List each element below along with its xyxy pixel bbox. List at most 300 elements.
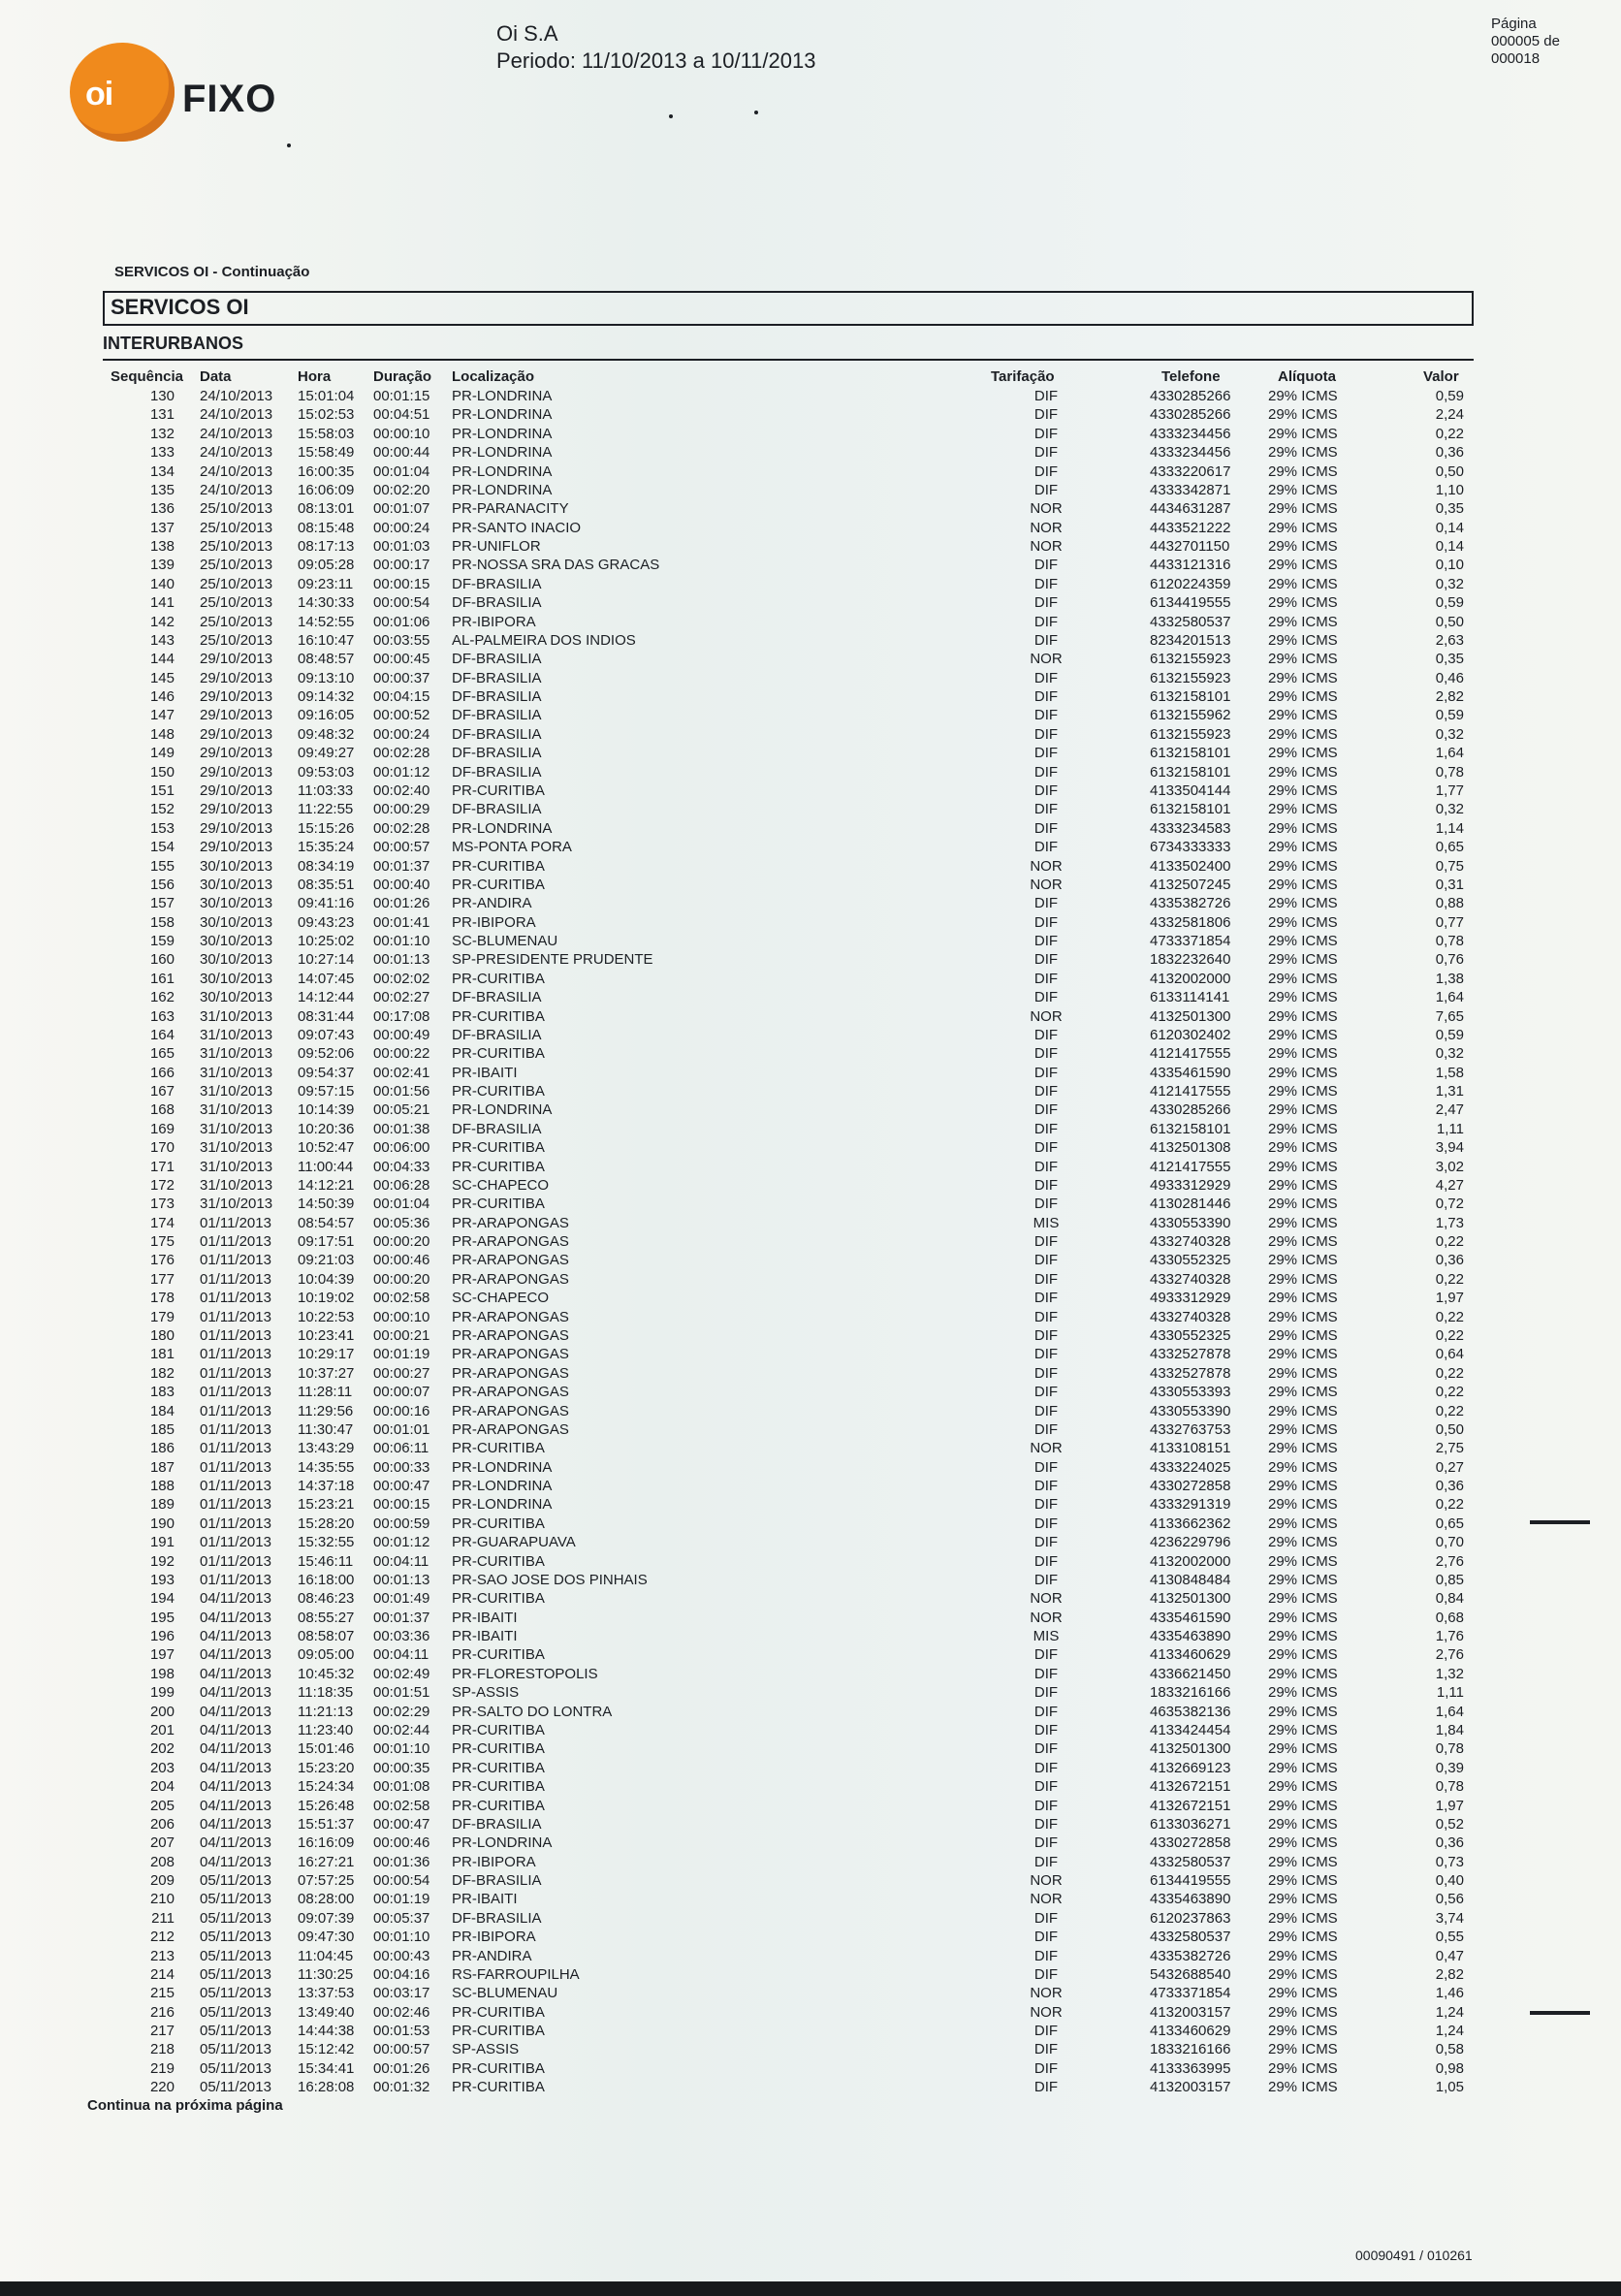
row-location: PR-LONDRINA	[452, 1101, 553, 1119]
row-date: 04/11/2013	[200, 1721, 271, 1738]
table-row	[0, 1948, 1621, 1966]
row-duration: 00:02:58	[373, 1797, 430, 1814]
row-rate: 29% ICMS	[1268, 1083, 1338, 1100]
margin-mark	[1530, 2011, 1590, 2015]
row-tariff: DIF	[1033, 575, 1059, 592]
row-value: 1,64	[1435, 745, 1464, 762]
row-tariff: DIF	[1033, 1929, 1059, 1946]
table-row	[0, 1440, 1621, 1458]
row-tariff: DIF	[1033, 1327, 1059, 1344]
row-seq: 185	[149, 1420, 175, 1438]
row-phone: 4333234456	[1150, 444, 1231, 462]
row-location: SP-PRESIDENTE PRUDENTE	[452, 951, 653, 969]
row-seq: 192	[149, 1552, 175, 1570]
row-time: 09:48:32	[298, 725, 355, 743]
row-time: 10:20:36	[298, 1120, 355, 1137]
row-seq: 150	[149, 763, 175, 781]
row-phone: 4330285266	[1150, 406, 1231, 424]
row-phone: 4132002000	[1150, 970, 1231, 987]
row-location: PR-CURITIBA	[452, 1797, 545, 1814]
row-location: DF-BRASILIA	[452, 989, 542, 1006]
table-row	[0, 820, 1621, 839]
row-location: PR-ANDIRA	[452, 895, 532, 912]
table-row	[0, 1496, 1621, 1515]
row-tariff: DIF	[1033, 1947, 1059, 1964]
row-rate: 29% ICMS	[1268, 1853, 1338, 1870]
row-phone: 4132501300	[1150, 1590, 1231, 1608]
row-value: 1,05	[1435, 2079, 1464, 2096]
row-location: AL-PALMEIRA DOS INDIOS	[452, 631, 636, 649]
row-rate: 29% ICMS	[1268, 763, 1338, 781]
row-duration: 00:06:00	[373, 1139, 430, 1157]
table-row	[0, 1139, 1621, 1158]
row-seq: 172	[149, 1176, 175, 1194]
row-time: 10:14:39	[298, 1101, 355, 1119]
row-rate: 29% ICMS	[1268, 1965, 1338, 1983]
row-date: 24/10/2013	[200, 406, 273, 424]
row-location: PR-CURITIBA	[452, 1007, 545, 1025]
header-rule	[103, 359, 1474, 361]
row-seq: 159	[149, 933, 175, 950]
row-time: 08:31:44	[298, 1007, 355, 1025]
row-time: 15:28:20	[298, 1515, 355, 1532]
row-location: PR-CURITIBA	[452, 1740, 545, 1758]
row-date: 05/11/2013	[200, 2079, 271, 2096]
row-tariff: DIF	[1033, 669, 1059, 686]
row-phone: 4335382726	[1150, 1947, 1231, 1964]
row-location: PR-LONDRINA	[452, 819, 553, 837]
row-location: PR-IBAITI	[452, 1891, 518, 1908]
table-row	[0, 1515, 1621, 1534]
row-duration: 00:02:27	[373, 989, 430, 1006]
row-value: 1,73	[1435, 1214, 1464, 1231]
row-seq: 149	[149, 745, 175, 762]
row-phone: 4121417555	[1150, 1083, 1231, 1100]
row-location: PR-CURITIBA	[452, 1759, 545, 1776]
row-tariff: DIF	[1033, 1703, 1059, 1720]
row-tariff: DIF	[1033, 462, 1059, 480]
row-date: 29/10/2013	[200, 745, 273, 762]
row-phone: 4330553390	[1150, 1214, 1231, 1231]
row-tariff: DIF	[1033, 557, 1059, 574]
row-value: 0,36	[1435, 1478, 1464, 1495]
row-phone: 1833216166	[1150, 2041, 1231, 2058]
row-rate: 29% ICMS	[1268, 519, 1338, 536]
row-location: DF-BRASILIA	[452, 1872, 542, 1890]
row-location: DF-BRASILIA	[452, 575, 542, 592]
row-value: 1,38	[1435, 970, 1464, 987]
row-date: 25/10/2013	[200, 557, 273, 574]
table-row	[0, 782, 1621, 801]
row-phone: 4133502400	[1150, 857, 1231, 875]
row-phone: 4133108151	[1150, 1440, 1231, 1457]
row-value: 0,52	[1435, 1815, 1464, 1833]
row-location: SC-CHAPECO	[452, 1290, 550, 1307]
row-date: 24/10/2013	[200, 462, 273, 480]
row-time: 11:21:13	[298, 1703, 354, 1720]
row-duration: 00:00:57	[373, 2041, 430, 2058]
row-seq: 144	[149, 651, 175, 668]
row-rate: 29% ICMS	[1268, 406, 1338, 424]
row-date: 05/11/2013	[200, 2023, 271, 2040]
row-time: 13:49:40	[298, 2003, 355, 2021]
table-row	[0, 1065, 1621, 1083]
row-tariff: DIF	[1033, 1646, 1059, 1664]
scan-edge	[0, 2281, 1621, 2296]
row-rate: 29% ICMS	[1268, 857, 1338, 875]
row-tariff: DIF	[1033, 1815, 1059, 1833]
row-rate: 29% ICMS	[1268, 688, 1338, 706]
row-location: SP-ASSIS	[452, 2041, 520, 2058]
col-header-location: Localização	[452, 368, 535, 385]
row-date: 30/10/2013	[200, 970, 273, 987]
row-location: DF-BRASILIA	[452, 801, 542, 818]
row-seq: 205	[149, 1797, 175, 1814]
row-value: 1,97	[1435, 1290, 1464, 1307]
row-location: PR-LONDRINA	[452, 462, 553, 480]
row-time: 15:01:46	[298, 1740, 355, 1758]
continuation-note: Continua na próxima página	[87, 2097, 283, 2114]
row-phone: 6132158101	[1150, 745, 1231, 762]
row-time: 13:43:29	[298, 1440, 355, 1457]
row-value: 0,14	[1435, 538, 1464, 556]
row-seq: 135	[149, 481, 175, 498]
row-duration: 00:01:04	[373, 462, 430, 480]
row-value: 0,22	[1435, 1308, 1464, 1325]
row-rate: 29% ICMS	[1268, 913, 1338, 931]
row-date: 04/11/2013	[200, 1740, 271, 1758]
row-phone: 4432701150	[1150, 538, 1230, 556]
row-rate: 29% ICMS	[1268, 1590, 1338, 1608]
row-rate: 29% ICMS	[1268, 594, 1338, 612]
row-location: PR-CURITIBA	[452, 1721, 545, 1738]
row-seq: 184	[149, 1402, 175, 1419]
row-phone: 6132158101	[1150, 1120, 1231, 1137]
row-location: PR-CURITIBA	[452, 781, 545, 799]
row-phone: 4132672151	[1150, 1778, 1231, 1796]
row-phone: 4330552325	[1150, 1252, 1231, 1269]
row-duration: 00:02:46	[373, 2003, 430, 2021]
table-row	[0, 1045, 1621, 1064]
row-value: 3,94	[1435, 1139, 1464, 1157]
row-duration: 00:00:52	[373, 707, 430, 724]
row-duration: 00:00:47	[373, 1815, 430, 1833]
table-row	[0, 1834, 1621, 1853]
row-duration: 00:01:08	[373, 1778, 430, 1796]
row-date: 01/11/2013	[200, 1327, 271, 1344]
table-row	[0, 1798, 1621, 1816]
row-duration: 00:00:21	[373, 1327, 430, 1344]
row-date: 31/10/2013	[200, 1120, 273, 1137]
table-row	[0, 1346, 1621, 1364]
row-location: MS-PONTA PORA	[452, 839, 572, 856]
row-date: 31/10/2013	[200, 1139, 273, 1157]
row-duration: 00:00:07	[373, 1384, 430, 1401]
row-phone: 4330285266	[1150, 388, 1231, 404]
row-rate: 29% ICMS	[1268, 1684, 1338, 1702]
row-location: SC-BLUMENAU	[452, 1985, 558, 2002]
row-seq: 217	[149, 2023, 175, 2040]
row-value: 0,35	[1435, 500, 1464, 518]
row-time: 16:16:09	[298, 1834, 355, 1852]
table-row	[0, 1290, 1621, 1308]
row-seq: 181	[149, 1346, 175, 1363]
row-time: 11:03:33	[298, 781, 354, 799]
row-date: 29/10/2013	[200, 781, 273, 799]
row-duration: 00:00:20	[373, 1270, 430, 1288]
row-time: 07:57:25	[298, 1872, 355, 1890]
row-seq: 213	[149, 1947, 175, 1964]
row-phone: 4335463890	[1150, 1628, 1231, 1645]
row-rate: 29% ICMS	[1268, 1496, 1338, 1514]
row-phone: 4333342871	[1150, 481, 1231, 498]
row-duration: 00:00:37	[373, 669, 430, 686]
row-location: PR-ARAPONGAS	[452, 1252, 569, 1269]
row-seq: 180	[149, 1327, 175, 1344]
row-duration: 00:01:10	[373, 1929, 430, 1946]
row-date: 04/11/2013	[200, 1646, 271, 1664]
row-phone: 4132672151	[1150, 1797, 1231, 1814]
row-time: 15:01:04	[298, 388, 355, 404]
row-time: 08:35:51	[298, 876, 355, 893]
table-row	[0, 1233, 1621, 1252]
row-time: 15:23:21	[298, 1496, 355, 1514]
row-duration: 00:01:04	[373, 1196, 430, 1213]
row-location: PR-ARAPONGAS	[452, 1308, 569, 1325]
row-seq: 204	[149, 1778, 175, 1796]
row-location: PR-LONDRINA	[452, 1478, 553, 1495]
row-seq: 140	[149, 575, 175, 592]
row-duration: 00:17:08	[373, 1007, 430, 1025]
table-row	[0, 1083, 1621, 1101]
row-phone: 4335463890	[1150, 1891, 1231, 1908]
table-row	[0, 632, 1621, 651]
table-row	[0, 444, 1621, 462]
row-rate: 29% ICMS	[1268, 2079, 1338, 2096]
row-time: 09:54:37	[298, 1064, 355, 1081]
row-location: DF-BRASILIA	[452, 763, 542, 781]
row-date: 24/10/2013	[200, 444, 273, 462]
row-duration: 00:00:54	[373, 1872, 430, 1890]
row-rate: 29% ICMS	[1268, 557, 1338, 574]
row-location: DF-BRASILIA	[452, 688, 542, 706]
row-date: 25/10/2013	[200, 519, 273, 536]
row-rate: 29% ICMS	[1268, 1101, 1338, 1119]
row-location: PR-CURITIBA	[452, 1646, 545, 1664]
row-phone: 4130281446	[1150, 1196, 1231, 1213]
table-row	[0, 2041, 1621, 2059]
row-value: 2,75	[1435, 1440, 1464, 1457]
row-value: 1,46	[1435, 1985, 1464, 2002]
row-tariff: DIF	[1033, 895, 1059, 912]
row-date: 05/11/2013	[200, 1947, 271, 1964]
row-time: 15:02:53	[298, 406, 355, 424]
row-date: 05/11/2013	[200, 2003, 271, 2021]
row-duration: 00:06:28	[373, 1176, 430, 1194]
row-date: 05/11/2013	[200, 2041, 271, 2058]
row-time: 08:17:13	[298, 538, 355, 556]
row-value: 0,78	[1435, 1778, 1464, 1796]
row-seq: 155	[149, 857, 175, 875]
row-duration: 00:04:11	[373, 1646, 429, 1664]
row-tariff: DIF	[1033, 1740, 1059, 1758]
row-value: 1,24	[1435, 2003, 1464, 2021]
row-rate: 29% ICMS	[1268, 1515, 1338, 1532]
row-rate: 29% ICMS	[1268, 1891, 1338, 1908]
row-phone: 4434631287	[1150, 500, 1231, 518]
row-location: PR-ANDIRA	[452, 1947, 532, 1964]
row-date: 05/11/2013	[200, 1985, 271, 2002]
row-location: PR-CURITIBA	[452, 857, 545, 875]
row-seq: 141	[149, 594, 175, 612]
row-seq: 160	[149, 951, 175, 969]
oi-logo-mark: oi	[85, 76, 113, 112]
row-date: 05/11/2013	[200, 1929, 271, 1946]
row-tariff: DIF	[1033, 425, 1059, 442]
row-phone: 4332740328	[1150, 1308, 1231, 1325]
table-row	[0, 1215, 1621, 1233]
row-time: 09:17:51	[298, 1233, 355, 1251]
row-tariff: DIF	[1033, 725, 1059, 743]
row-duration: 00:06:11	[373, 1440, 429, 1457]
page-indicator	[1491, 16, 1560, 68]
row-date: 01/11/2013	[200, 1515, 271, 1532]
row-phone: 4333234456	[1150, 425, 1231, 442]
row-duration: 00:01:12	[373, 1534, 430, 1551]
row-rate: 29% ICMS	[1268, 1402, 1338, 1419]
row-time: 08:58:07	[298, 1628, 355, 1645]
row-location: PR-ARAPONGAS	[452, 1270, 569, 1288]
table-row	[0, 877, 1621, 895]
row-tariff: DIF	[1033, 2041, 1059, 2058]
table-row	[0, 2079, 1621, 2097]
page-label: Página	[1491, 16, 1537, 32]
row-value: 0,32	[1435, 801, 1464, 818]
row-location: PR-CURITIBA	[452, 1590, 545, 1608]
row-duration: 00:01:26	[373, 2059, 430, 2077]
row-rate: 29% ICMS	[1268, 425, 1338, 442]
row-time: 10:25:02	[298, 933, 355, 950]
row-value: 0,64	[1435, 1346, 1464, 1363]
row-tariff: DIF	[1033, 1965, 1059, 1983]
row-rate: 29% ICMS	[1268, 1947, 1338, 1964]
row-tariff: DIF	[1033, 951, 1059, 969]
row-tariff: DIF	[1033, 1759, 1059, 1776]
row-duration: 00:03:55	[373, 631, 430, 649]
company-name: Oi S.A	[496, 21, 558, 46]
row-seq: 194	[149, 1590, 175, 1608]
row-date: 29/10/2013	[200, 707, 273, 724]
row-time: 15:51:37	[298, 1815, 355, 1833]
row-date: 01/11/2013	[200, 1384, 271, 1401]
table-row	[0, 2060, 1621, 2079]
row-duration: 00:00:40	[373, 876, 430, 893]
row-value: 2,76	[1435, 1552, 1464, 1570]
row-phone: 4132501300	[1150, 1740, 1231, 1758]
row-location: DF-BRASILIA	[452, 1815, 542, 1833]
row-value: 1,84	[1435, 1721, 1464, 1738]
row-date: 05/11/2013	[200, 1891, 271, 1908]
row-tariff: DIF	[1033, 1534, 1059, 1551]
row-phone: 4121417555	[1150, 1045, 1231, 1063]
table-row	[0, 482, 1621, 500]
row-phone: 4236229796	[1150, 1534, 1231, 1551]
row-value: 2,82	[1435, 1965, 1464, 1983]
row-time: 10:45:32	[298, 1665, 355, 1682]
row-time: 11:30:25	[298, 1965, 354, 1983]
row-duration: 00:00:29	[373, 801, 430, 818]
row-value: 0,59	[1435, 707, 1464, 724]
row-seq: 183	[149, 1384, 175, 1401]
row-phone: 4132507245	[1150, 876, 1231, 893]
row-location: PR-CURITIBA	[452, 1515, 545, 1532]
row-tariff: DIF	[1033, 2059, 1059, 2077]
row-phone: 6132158101	[1150, 801, 1231, 818]
row-value: 1,64	[1435, 989, 1464, 1006]
row-tariff: DIF	[1033, 933, 1059, 950]
row-date: 29/10/2013	[200, 651, 273, 668]
row-date: 24/10/2013	[200, 425, 273, 442]
row-duration: 00:01:26	[373, 895, 430, 912]
row-seq: 207	[149, 1834, 175, 1852]
row-phone: 4332580537	[1150, 1853, 1231, 1870]
row-date: 25/10/2013	[200, 631, 273, 649]
row-duration: 00:01:10	[373, 933, 430, 950]
row-tariff: DIF	[1033, 1026, 1059, 1043]
row-duration: 00:01:32	[373, 2079, 430, 2096]
row-phone: 4733371854	[1150, 933, 1231, 950]
row-tariff: NOR	[1030, 1872, 1063, 1890]
row-value: 0,22	[1435, 1384, 1464, 1401]
row-duration: 00:00:10	[373, 1308, 430, 1325]
row-tariff: DIF	[1033, 1515, 1059, 1532]
row-value: 0,47	[1435, 1947, 1464, 1964]
row-date: 30/10/2013	[200, 876, 273, 893]
row-location: PR-CURITIBA	[452, 1083, 545, 1100]
table-row	[0, 895, 1621, 913]
row-rate: 29% ICMS	[1268, 481, 1338, 498]
row-duration: 00:01:56	[373, 1083, 430, 1100]
row-date: 01/11/2013	[200, 1402, 271, 1419]
row-value: 0,50	[1435, 613, 1464, 630]
row-seq: 143	[149, 631, 175, 649]
col-header-date: Data	[200, 368, 232, 385]
row-rate: 29% ICMS	[1268, 781, 1338, 799]
row-duration: 00:00:16	[373, 1402, 430, 1419]
row-time: 14:37:18	[298, 1478, 355, 1495]
row-location: PR-CURITIBA	[452, 2079, 545, 2096]
row-value: 1,14	[1435, 819, 1464, 837]
row-tariff: NOR	[1030, 500, 1063, 518]
row-value: 0,78	[1435, 763, 1464, 781]
row-phone: 4121417555	[1150, 1158, 1231, 1175]
row-location: PR-ARAPONGAS	[452, 1384, 569, 1401]
table-row	[0, 538, 1621, 557]
row-rate: 29% ICMS	[1268, 1270, 1338, 1288]
row-tariff: DIF	[1033, 1252, 1059, 1269]
row-tariff: DIF	[1033, 1478, 1059, 1495]
row-time: 08:48:57	[298, 651, 355, 668]
row-value: 0,22	[1435, 1233, 1464, 1251]
row-date: 01/11/2013	[200, 1552, 271, 1570]
row-tariff: DIF	[1033, 781, 1059, 799]
row-location: PR-IBIPORA	[452, 1929, 536, 1946]
row-value: 0,65	[1435, 839, 1464, 856]
row-time: 11:04:45	[298, 1947, 354, 1964]
row-phone: 1832232640	[1150, 951, 1231, 969]
row-seq: 214	[149, 1965, 175, 1983]
row-date: 01/11/2013	[200, 1534, 271, 1551]
